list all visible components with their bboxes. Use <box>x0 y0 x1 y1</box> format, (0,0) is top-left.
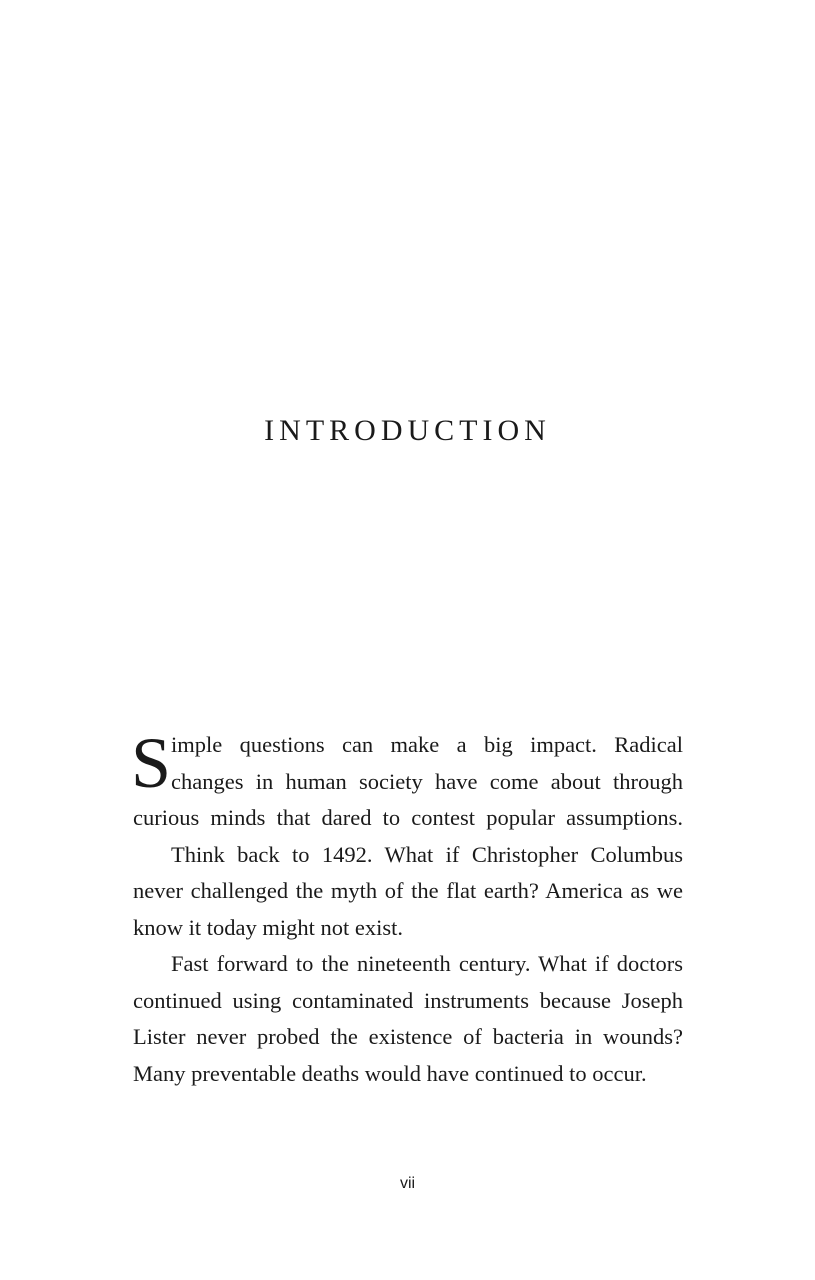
text-line: Lister never probed the existence of bacteria in wounds? <box>133 1024 683 1049</box>
text-line: know it today might not exist. <box>133 914 403 940</box>
paragraph <box>131 723 683 837</box>
paragraph <box>133 946 683 1092</box>
text-line: Many preventable deaths would have continued to occur. <box>133 1060 647 1086</box>
paragraph <box>133 837 683 947</box>
chapter-title: INTRODUCTION <box>264 414 551 447</box>
text-line: curious minds that dared to contest popular assumptions. <box>133 805 683 830</box>
text-line: Think back to 1492. What if Christopher Columbus <box>171 841 683 867</box>
drop-cap: S <box>131 723 172 803</box>
page-number: vii <box>399 1175 416 1192</box>
text-line: Fast forward to the nineteenth century. What if doctors <box>171 951 683 976</box>
body-text <box>131 723 683 1092</box>
text-line: changes in human society have come about through <box>171 768 683 794</box>
text-line: imple questions can make a big impact. Radical <box>171 732 683 757</box>
text-line: continued using contaminated instruments because Joseph <box>133 987 683 1013</box>
text-line: never challenged the myth of the flat earth? America as we <box>133 878 683 903</box>
